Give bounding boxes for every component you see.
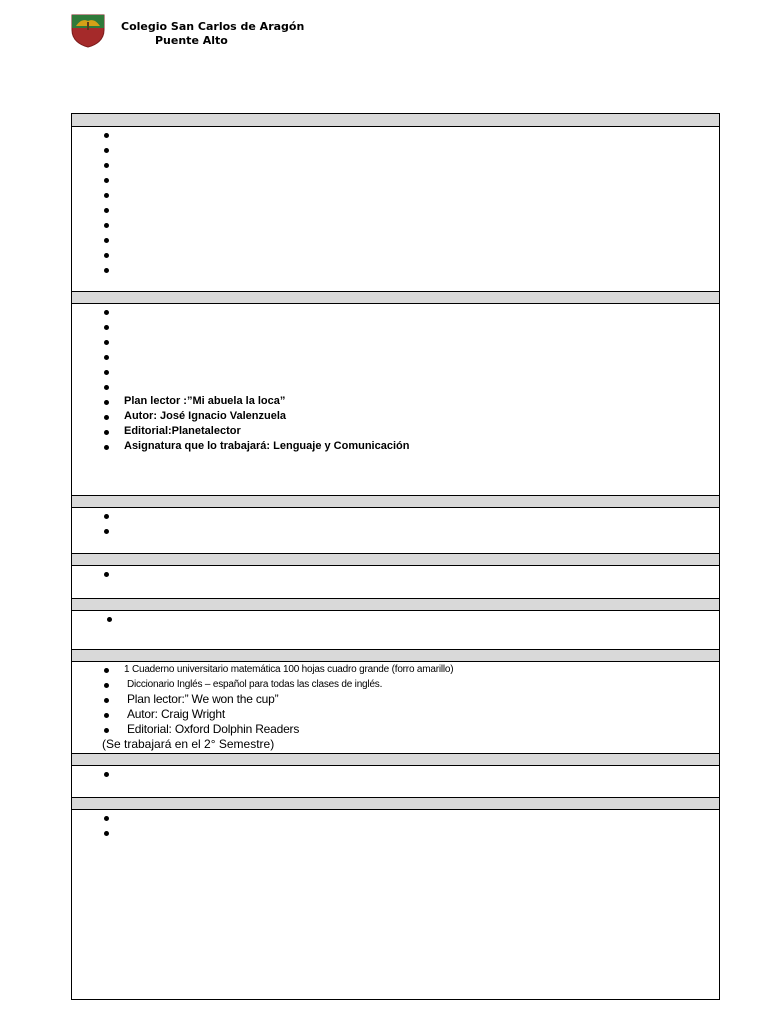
section-list bbox=[72, 508, 719, 538]
section-header bbox=[72, 649, 719, 662]
section-header bbox=[72, 495, 719, 508]
section-header bbox=[72, 553, 719, 566]
school-name-line2: Puente Alto bbox=[155, 34, 228, 47]
section-header bbox=[72, 598, 719, 611]
section-list bbox=[72, 611, 719, 626]
list-item bbox=[72, 172, 719, 187]
section-list bbox=[72, 662, 719, 737]
section-1 bbox=[72, 114, 719, 277]
list-item bbox=[72, 319, 719, 334]
list-item bbox=[72, 379, 719, 394]
list-item bbox=[72, 217, 719, 232]
list-item: Editorial:Planetalector bbox=[72, 424, 719, 439]
list-item bbox=[72, 523, 719, 538]
list-item bbox=[72, 262, 719, 277]
list-item bbox=[72, 157, 719, 172]
section-header bbox=[72, 291, 719, 304]
school-name-line1: Colegio San Carlos de Aragón bbox=[121, 20, 305, 33]
list-item bbox=[72, 611, 719, 626]
list-item bbox=[72, 364, 719, 379]
list-item: Autor: Craig Wright bbox=[72, 707, 719, 722]
school-name bbox=[121, 20, 321, 48]
semester-note: (Se trabajará en el 2° Semestre) bbox=[102, 737, 275, 751]
list-item: Plan lector :”Mi abuela la loca” bbox=[72, 394, 719, 409]
section-list bbox=[72, 566, 719, 581]
section-4 bbox=[72, 553, 719, 581]
school-crest-icon bbox=[70, 12, 106, 48]
section-3 bbox=[72, 495, 719, 538]
list-item: Diccionario Inglés – español para todas las clases de inglés. bbox=[72, 677, 719, 692]
section-list bbox=[72, 766, 719, 781]
list-item bbox=[72, 247, 719, 262]
list-item bbox=[72, 187, 719, 202]
list-item bbox=[72, 766, 719, 781]
list-item bbox=[72, 202, 719, 217]
list-item: Editorial: Oxford Dolphin Readers bbox=[72, 722, 719, 737]
section-7 bbox=[72, 753, 719, 781]
list-item: Autor: José Ignacio Valenzuela bbox=[72, 409, 719, 424]
list-item bbox=[72, 508, 719, 523]
list-item bbox=[72, 825, 719, 840]
section-8 bbox=[72, 797, 719, 840]
section-list bbox=[72, 127, 719, 277]
list-item bbox=[72, 304, 719, 319]
section-6 bbox=[72, 649, 719, 752]
list-item: 1 Cuaderno universitario matemática 100 hojas cuadro grande (forro amarillo) bbox=[72, 662, 719, 677]
section-list bbox=[72, 810, 719, 840]
list-item bbox=[72, 334, 719, 349]
section-5 bbox=[72, 598, 719, 626]
list-item bbox=[72, 142, 719, 157]
list-item: Asignatura que lo trabajará: Lenguaje y Comunicación bbox=[72, 439, 719, 454]
list-item bbox=[72, 349, 719, 364]
list-item bbox=[72, 810, 719, 825]
section-2 bbox=[72, 291, 719, 454]
supply-list-table bbox=[71, 113, 720, 1000]
list-item bbox=[72, 127, 719, 142]
section-header bbox=[72, 797, 719, 810]
list-item bbox=[72, 232, 719, 247]
list-item: Plan lector:” We won the cup” bbox=[72, 692, 719, 707]
section-list bbox=[72, 304, 719, 454]
list-item bbox=[72, 566, 719, 581]
section-header bbox=[72, 114, 719, 127]
section-header bbox=[72, 753, 719, 766]
